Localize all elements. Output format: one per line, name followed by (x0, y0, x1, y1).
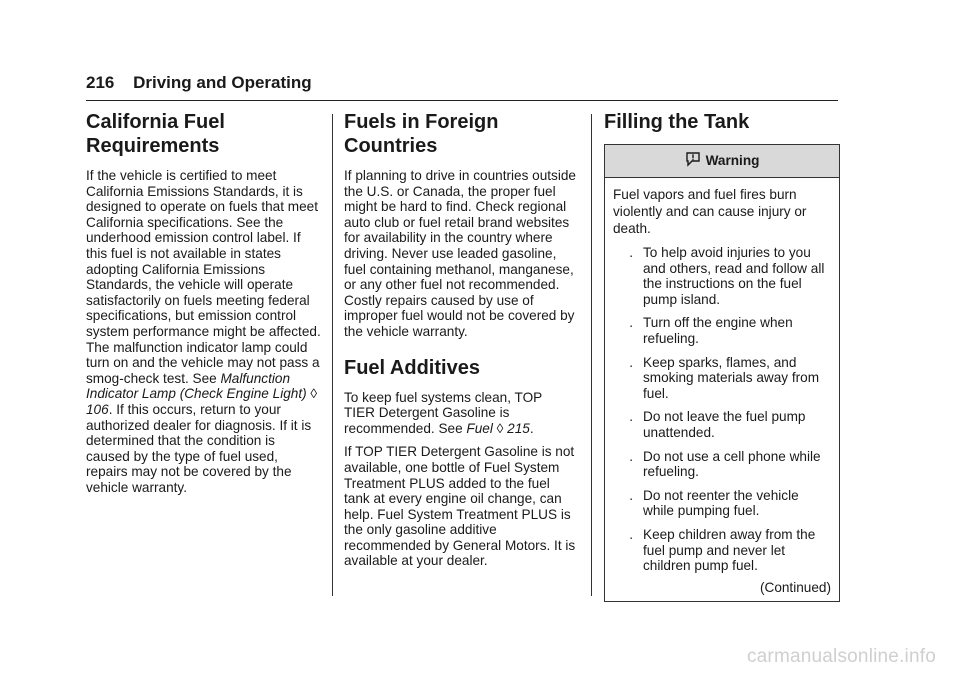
warning-bubble-icon (685, 145, 701, 177)
section-heading: Fuels in Foreign Countries (344, 111, 499, 157)
body-text: To keep fuel systems clean, TOP TIER Detergent Gasoline is recommended. See (344, 389, 542, 436)
continued-label: (Continued) (759, 579, 831, 595)
warning-intro: Fuel vapors and fuel fires burn violently and can cause injury or death. (613, 187, 807, 236)
column-divider (591, 114, 592, 596)
warning-list-item (613, 245, 831, 307)
body-text: If the vehicle is certified to meet California Emissions Standards, it is designed to operate on fuels that meet California specifications. See the underhood emission control label. If this fuel is not available in states adopting California Emissions Standards, the vehicle will operate satisfactorily on fuels meeting federal specifications, but emission control system performance might be affected. The malfunction indicator lamp could turn on and the vehicle may not pass a smog-check test. See (86, 168, 321, 386)
page-header (86, 70, 838, 101)
body-paragraph: If TOP TIER Detergent Gasoline is not available, one bottle of Fuel System Treatment PLUS added to the fuel tank at every engine oil change, can help. Fuel System Treatment PLUS is the only gasoline additive recommended by General Motors. It is available at your dealer. (344, 444, 576, 569)
bullet-marker: . (629, 354, 633, 370)
warning-list-item-text: Do not leave the fuel pump unattended. (643, 409, 806, 440)
cross-reference-link[interactable]: Fuel (466, 420, 493, 436)
bullet-marker: . (629, 409, 633, 425)
section-heading: California Fuel Requirements (86, 111, 225, 157)
warning-list-item (613, 527, 831, 574)
reference-arrow-icon: ◊ (496, 420, 504, 436)
column-california-fuel (86, 110, 322, 495)
column-divider (332, 114, 333, 596)
bullet-marker: . (629, 315, 633, 331)
warning-list-item-text: Keep children away from the fuel pump and never let children pump fuel. (643, 526, 816, 574)
body-text-continued: . (529, 420, 534, 436)
body-text-continued: . If this occurs, return to your authorized dealer for diagnosis. If it is determined that the condition is caused by the type of fuel used, repairs may not be covered by the vehicle warranty. (86, 401, 312, 495)
warning-list-item-text: Keep sparks, flames, and smoking materials away from fuel. (643, 354, 820, 401)
watermark: carmanualsonline.info (746, 646, 936, 667)
warning-box (604, 144, 840, 602)
bullet-marker: . (629, 487, 633, 503)
warning-list-item (613, 488, 831, 519)
reference-page-number[interactable]: 215 (507, 420, 530, 436)
warning-list-item (613, 449, 831, 480)
warning-list-item (613, 409, 831, 440)
warning-list (613, 245, 831, 574)
warning-list-item-text: Do not reenter the vehicle while pumping fuel. (643, 487, 799, 519)
warning-list-item-text: Turn off the engine when refueling. (643, 315, 793, 346)
section-heading: Fuel Additives (344, 356, 480, 379)
bullet-marker: . (629, 448, 633, 464)
bullet-marker: . (629, 245, 633, 260)
section-heading: Filling the Tank (604, 111, 750, 133)
body-paragraph (86, 168, 322, 495)
warning-list-item (613, 355, 831, 402)
warning-body (605, 178, 839, 601)
warning-list-item-text: Do not use a cell phone while refueling. (643, 448, 821, 480)
page-number: 216 (86, 73, 115, 92)
warning-list-item (613, 315, 831, 346)
column-foreign-fuel (344, 110, 576, 569)
bullet-marker: . (629, 526, 633, 542)
cross-reference-link[interactable]: Malfunction Indicator Lamp (Check Engine Light) (86, 370, 307, 402)
warning-label: Warning (705, 153, 760, 168)
warning-header (605, 145, 839, 178)
column-filling-tank (604, 110, 840, 602)
warning-list-item-text: To help avoid injuries to you and others, read and follow all the instructions on the fuel pump island. (643, 245, 825, 307)
section-title: Driving and Operating (133, 73, 312, 92)
body-paragraph: If planning to drive in countries outside the U.S. or Canada, the proper fuel might be hard to find. Check regional auto club or fuel retail brand websites for availability in the country where driving. Never use leaded gasoline, fuel containing methanol, manganese, or any other fuel not recommended. Costly repairs caused by use of improper fuel would not be covered by the vehicle warranty. (344, 168, 576, 339)
body-paragraph (344, 390, 576, 437)
reference-arrow-icon: ◊ (310, 386, 318, 402)
reference-page-number[interactable]: 106 (86, 401, 109, 417)
